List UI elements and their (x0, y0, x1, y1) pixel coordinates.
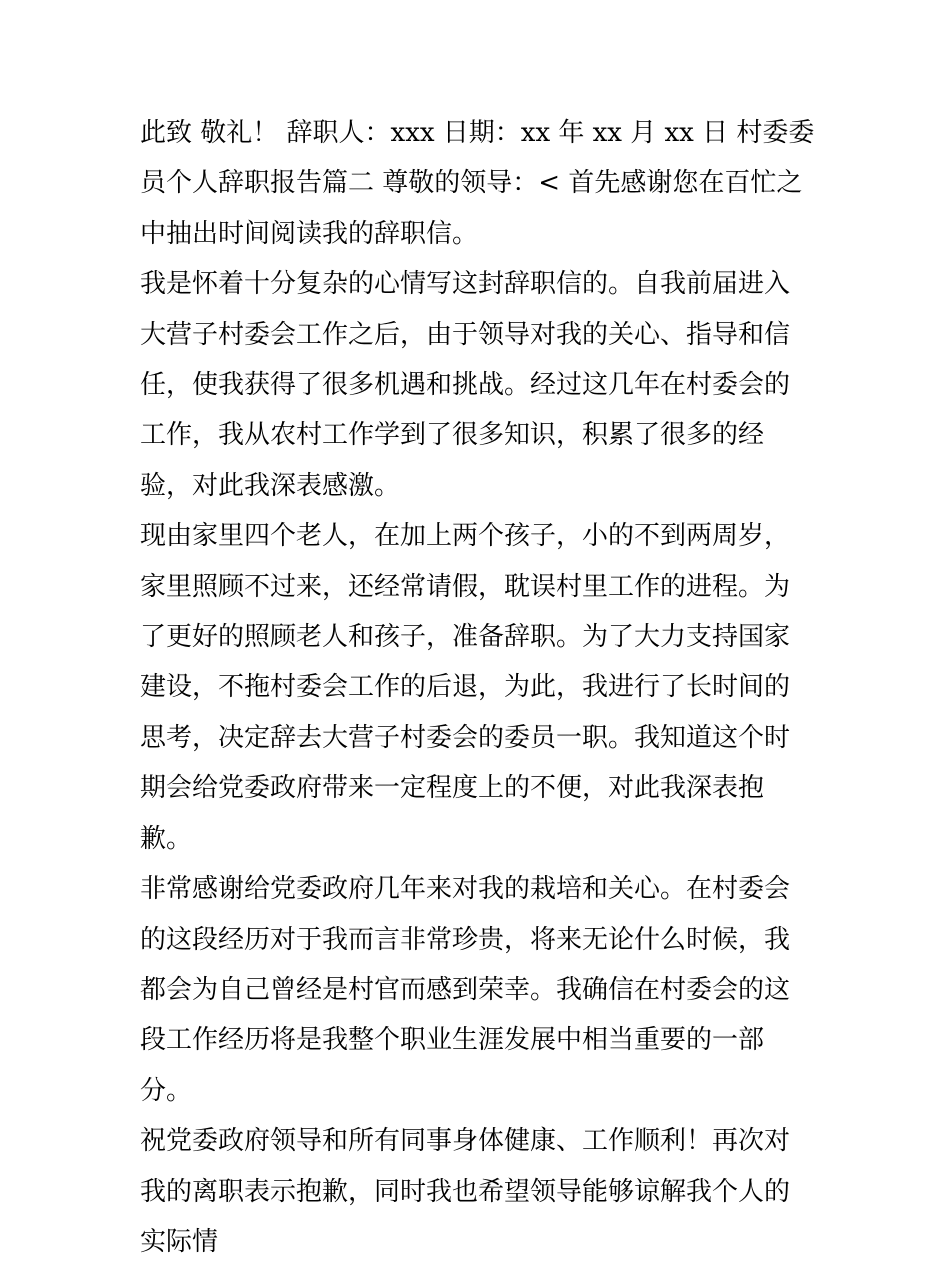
paragraph-reason: 现由家里四个老人，在加上两个孩子，小的不到两周岁，家里照顾不过来，还经常请假，耽误村里工作的进程。为了更好的照顾老人和孩子，准备辞职。为了大力支持国家建设，不拖村委会工作的后退，为此，我进行了长时间的思考，决定辞去大营子村委会的委员一职。我知道这个时期会给党委政府带来一定程度上的不便，对此我深表抱歉。 (140, 521, 791, 854)
paragraph-wishes: 祝党委政府领导和所有同事身体健康、工作顺利！再次对我的离职表示抱歉，同时我也希望领导能够谅解我个人的实际情 (140, 1126, 791, 1257)
paragraph-introduction: 我是怀着十分复杂的心情写这封辞职信的。自我前届进入大营子村委会工作之后，由于领导对我的关心、指导和信任，使我获得了很多机遇和挑战。经过这几年在村委会的工作，我从农村工作学到了很多知识，积累了很多的经验，对此我深表感激。 (140, 269, 791, 501)
paragraph-closing-and-salutation: 此致 敬礼！ 辞职人：xxx 日期：xx 年 xx 月 xx 日 村委委员个人辞职报告篇二 尊敬的领导：< 首先感谢您在百忙之中抽出时间阅读我的辞职信。 (140, 118, 815, 249)
paragraph-gratitude: 非常感谢给党委政府几年来对我的栽培和关心。在村委会的这段经历对于我而言非常珍贵，将来无论什么时候，我都会为自己曾经是村官而感到荣幸。我确信在村委会的这段工作经历将是我整个职业生涯发展中相当重要的一部分。 (140, 874, 791, 1106)
document-body (140, 108, 815, 1267)
